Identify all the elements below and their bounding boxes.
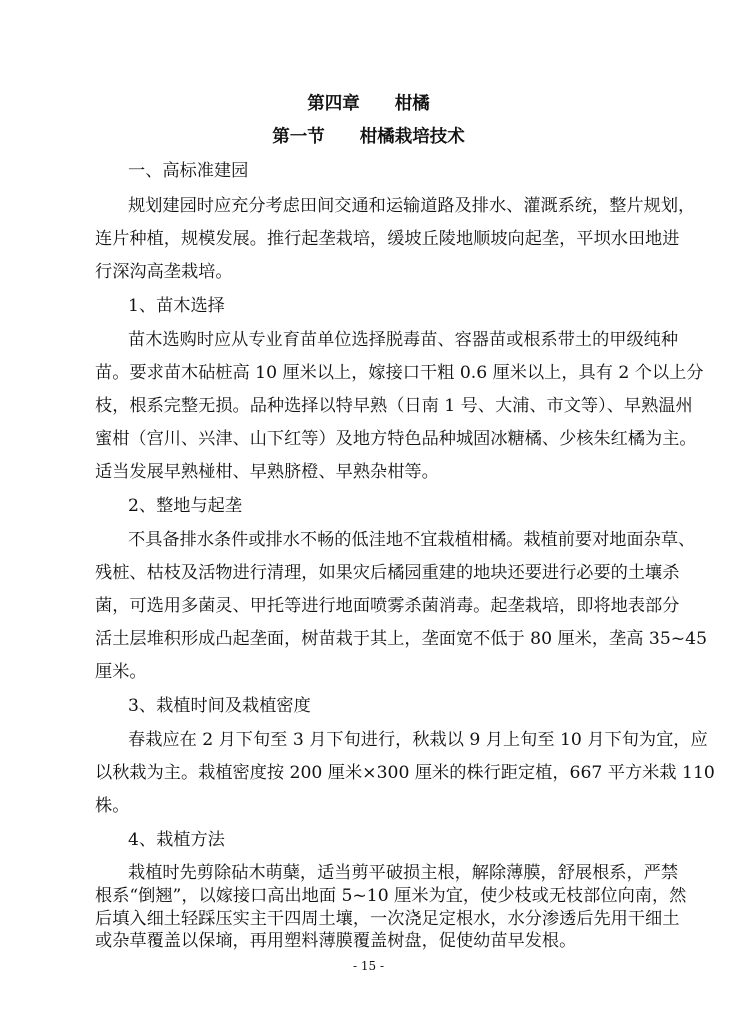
heading-build-orchard: 一、高标准建园 (128, 161, 249, 181)
heading-planting-time-density: 3、栽植时间及栽植密度 (128, 696, 311, 716)
para-1-line: 规划建园时应充分考虑田间交通和运输道路及排水、灌溉系统，整片规划， (128, 196, 696, 216)
para-1-line: 连片种植，规模发展。推行起垄栽培，缓坡丘陵地顺坡向起垄，平坝水田地进 (95, 229, 680, 249)
heading-seedling-selection: 1、苗木选择 (128, 296, 225, 316)
para-5-line: 根系“倒翘”，以嫁接口高出地面 5~10 厘米为宜，使少枝或无枝部位向南，然 (95, 885, 687, 906)
para-5-line: 或杂草覆盖以保墒，再用塑料薄膜覆盖树盘，促使幼苗早发根。 (95, 931, 577, 952)
para-5-line: 后填入细土轻踩压实主干四周土壤，一次浇足定根水，水分渗透后先用干细土 (95, 908, 680, 929)
para-4-line: 株。 (95, 796, 130, 816)
para-3-line: 菌，可选用多菌灵、甲托等进行地面喷雾杀菌消毒。起垄栽培，即将地表部分 (95, 596, 680, 616)
para-1-line: 行深沟高垄栽培。 (95, 262, 233, 282)
chapter-title: 第四章 柑橘 (307, 94, 430, 114)
para-2-line: 枝，根系完整无损。品种选择以特早熟（日南 1 号、大浦、市文等）、早熟温州 (95, 396, 693, 416)
page-number: - 15 - (352, 959, 384, 974)
para-3-line: 厘米。 (95, 662, 147, 682)
para-2-line: 苗木选购时应从专业育苗单位选择脱毒苗、容器苗或根系带土的甲级纯种 (128, 330, 679, 350)
para-3-line: 残桩、枯枝及活物进行清理，如果灾后橘园重建的地块还要进行必要的土壤杀 (95, 563, 680, 583)
section-title: 第一节 柑橘栽培技术 (272, 127, 465, 147)
heading-land-preparation: 2、整地与起垄 (128, 496, 243, 516)
para-4-line: 春栽应在 2 月下旬至 3 月下旬进行，秋栽以 9 月上旬至 10 月下旬为宜，应 (128, 730, 708, 750)
para-5-line: 栽植时先剪除砧木萌蘖，适当剪平破损主根，解除薄膜，舒展根系，严禁 (128, 863, 679, 883)
para-2-line: 苗。要求苗木砧桩高 10 厘米以上，嫁接口干粗 0.6 厘米以上，具有 2 个以上分 (95, 363, 704, 383)
para-3-line: 活土层堆积形成凸起垄面，树苗栽于其上，垄面宽不低于 80 厘米，垄高 35~45 (95, 629, 708, 649)
para-2-line: 适当发展早熟椪柑、早熟脐橙、早熟杂柑等。 (95, 462, 439, 482)
para-4-line: 以秋栽为主。栽植密度按 200 厘米×300 厘米的株行距定植，667 平方米栽 110 (95, 763, 715, 783)
para-2-line: 蜜柑（宫川、兴津、山下红等）及地方特色品种城固冰糖橘、少核朱红橘为主。 (95, 429, 697, 449)
heading-planting-method: 4、栽植方法 (128, 830, 225, 850)
para-3-line: 不具备排水条件或排水不畅的低洼地不宜栽植柑橘。栽植前要对地面杂草、 (128, 530, 696, 550)
